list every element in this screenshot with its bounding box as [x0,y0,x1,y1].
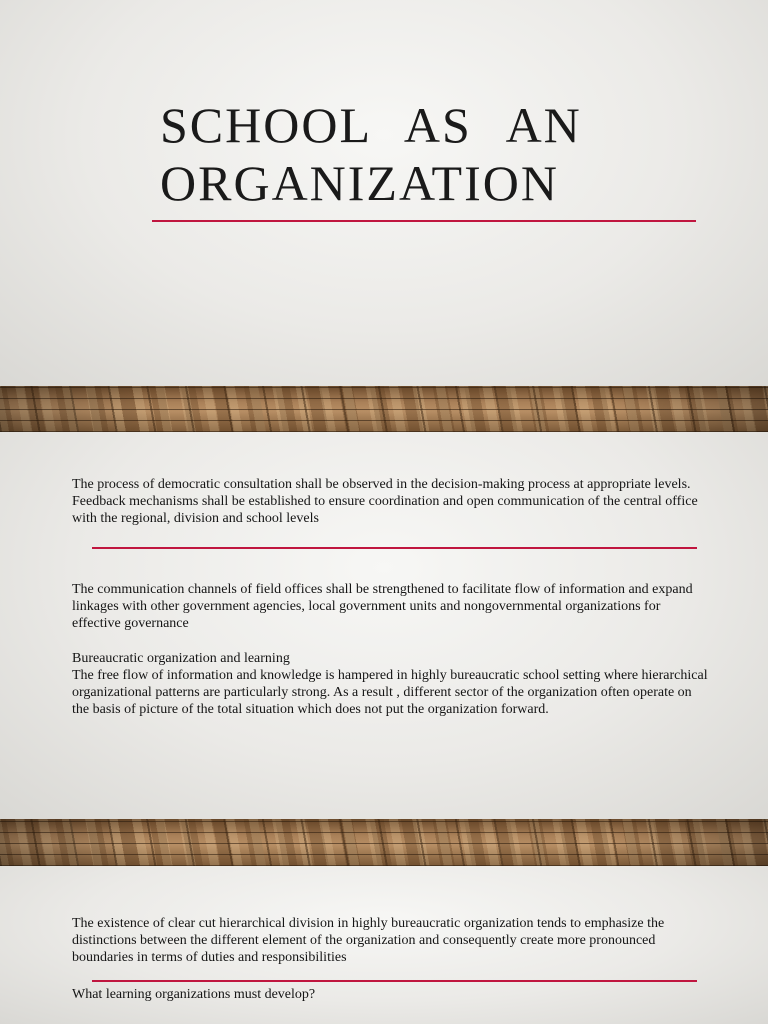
free-flow-paragraph: The free flow of information and knowledge is hampered in highly bureaucratic school setting where hierarchical organizational patterns are particularly strong. As a result , different sector of the organization often operate on the basis of picture of the total situation which does not put the organization forward. [72,668,708,717]
wood-floor-band [0,819,768,866]
hierarchy-paragraph: The existence of clear cut hierarchical division in highly bureaucratic organization tends to emphasize the distinctions between the different element of the organization and consequently create more pronounced boundaries in terms of duties and responsibilities [72,916,665,965]
slide-consultation [0,432,768,819]
bureaucratic-subheading: Bureaucratic organization and learning [72,651,290,666]
consultation-paragraph: The process of democratic consultation shall be observed in the decision-making process at appropriate levels. Feedback mechanisms shall be established to ensure coordination and open communication of the central office with the regional, division and school levels [72,477,698,526]
slide2-divider [92,547,697,549]
slide-hierarchy [0,866,768,1024]
wood-floor-band [0,386,768,432]
title-underline [152,220,696,222]
slide-title-heading: SCHOOL AS AN ORGANIZATION [160,97,582,211]
learning-organizations-question: What learning organizations must develop? [72,987,316,1002]
slide-title [0,0,768,386]
slide3-divider [92,980,697,982]
communication-channels-paragraph: The communication channels of field offices shall be strengthened to facilitate flow of information and expand linkages with other government agencies, local government units and nongovernmental organizations for effective governance [72,582,693,631]
